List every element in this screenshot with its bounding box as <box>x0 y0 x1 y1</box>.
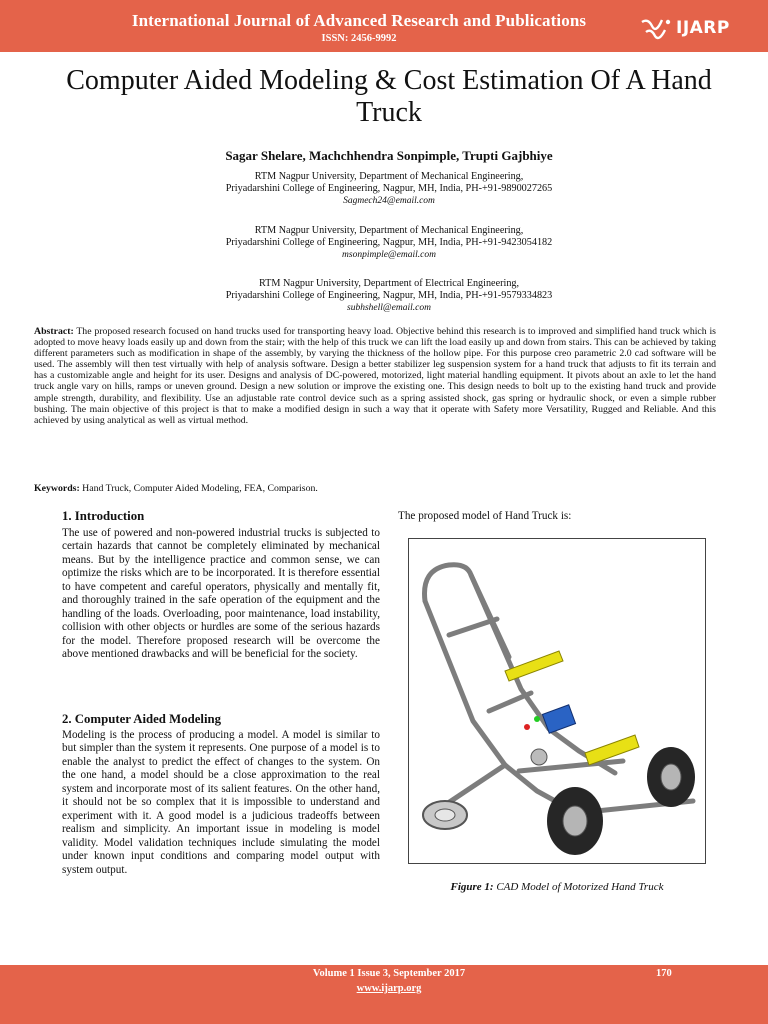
crossbar-mid <box>489 693 531 711</box>
affiliation-1 <box>0 171 768 207</box>
figure-intro-text: The proposed model of Hand Truck is: <box>398 510 572 522</box>
journal-name: International Journal of Advanced Research and Publications <box>131 11 587 30</box>
stabilizer-leg <box>445 765 505 805</box>
keywords-label: Keywords: <box>34 483 80 494</box>
footer-volume: Volume 1 Issue 3, September 2017 <box>312 968 466 979</box>
author-email[interactable]: msonpimple@email.com <box>342 250 436 260</box>
stabilizer-wheel <box>423 801 467 829</box>
green-knob <box>534 716 540 722</box>
left-wheel <box>547 787 603 855</box>
author-email[interactable]: Sagmech24@email.com <box>343 196 435 206</box>
yellow-bracket-upper <box>505 651 563 681</box>
affiliation-2 <box>0 225 768 261</box>
figure-caption-label: Figure 1: <box>450 881 494 893</box>
section-heading-introduction: 1. Introduction <box>62 509 145 523</box>
motor-housing <box>542 705 575 733</box>
affiliation-3 <box>0 278 768 314</box>
hand-truck-cad-model <box>409 539 707 865</box>
footer-url-link[interactable]: www.ijarp.org <box>356 983 422 994</box>
abstract-text: The proposed research focused on hand trucks used for transporting heavy load. Objective behind this research is to improved and simplified hand truck which is adopted to move heavy loads easily up and down from the stair; with the help of this truck we can lift the load easily up and down from stairs. This can be achieved by taking different parameters such as modification in shape of the assembly, by varying the thickness of the hollow pipe. For this purpose creo parametric 2.0 cad software will be used. The assembly will then test virtually with help of analysis software. Design a better stabilizer leg suspension system for a hand truck that adjusts to fit its terrain and has a customizable angle and height for its user. Designs and analysis of DC-powered, motorized, light material handling equipment. It pivots about an axle to let the hand truck angle vary on hills, ramps or uneven ground. Design a new solution or improve the existing one. This design needs to bolt up to the existing hand truck and provide ample strength, durability, and flexibility. Use an adjustable rate control device such as a spring assisted shock, gas spring or hydraulic shock, or even a simple rubber bushing. The main objective of this project is that to make a modified design in such a way that it operate with Safety more Versatility, Rugged and Reliable. And this achieved by using analytical as well as virtual method. <box>34 326 716 426</box>
abstract-label: Abstract: <box>34 326 74 337</box>
affiliation-line: Priyadarshini College of Engineering, Nagpur, MH, India, PH-+91-9423054182 <box>225 237 553 248</box>
figure-caption <box>408 881 706 893</box>
red-knob <box>524 724 530 730</box>
affiliation-line: RTM Nagpur University, Department of Mechanical Engineering, <box>254 171 524 182</box>
suspension-spring <box>531 749 547 765</box>
issn: ISSN: 2456-9992 <box>321 33 397 44</box>
affiliation-line: Priyadarshini College of Engineering, Nagpur, MH, India, PH-+91-9890027265 <box>225 183 553 194</box>
section-text-introduction: The use of powered and non-powered industrial trucks is subjected to certain hazards that cannot be completely eliminated by mechanical means. But by the intelligence practice and common sense, we can optimize the risks which are to be incorporated. It is therefore essential to have competent and careful operators, physically and mentally fit, and thoroughly trained in the safe operation of the equipment and the handling of the loads. Overloading, poor maintenance, load instability, collision with other objects or hurdles are some of the serious hazards for the model. Therefore proposed research will be overcome the above mentioned drawbacks and will be beneficial for the society. <box>62 527 380 661</box>
paper-title: Computer Aided Modeling & Cost Estimation Of A Hand Truck <box>66 65 712 128</box>
figure-frame <box>408 538 706 864</box>
right-wheel <box>647 747 695 807</box>
crossbar-upper <box>449 619 497 635</box>
logo-text: IJARP <box>676 18 730 38</box>
page-number: 170 <box>656 968 672 979</box>
figure-caption-text: CAD Model of Motorized Hand Truck <box>496 881 664 893</box>
affiliation-line: Priyadarshini College of Engineering, Nagpur, MH, India, PH-+91-9579334823 <box>225 290 553 301</box>
keywords-text: Hand Truck, Computer Aided Modeling, FEA, Comparison. <box>82 483 318 494</box>
affiliation-line: RTM Nagpur University, Department of Mechanical Engineering, <box>254 225 524 236</box>
right-upright <box>471 575 615 773</box>
keywords <box>34 483 716 494</box>
handle-loop <box>425 565 510 657</box>
author-email[interactable]: subhshell@email.com <box>347 303 431 313</box>
authors: Sagar Shelare, Machchhendra Sonpimple, Trupti Gajbhiye <box>225 148 553 163</box>
section-text-computer-aided-modeling: Modeling is the process of producing a model. A model is similar to but simpler than the system it represents. One purpose of a model is to enable the analyst to predict the effect of changes to the system. On the one hand, a model should be a close approximation to the real system and incorporate most of its salient features. On the other hand, it should not be so complex that it is impossible to understand and experiment with it. A good model is a judicious tradeoffs between realism and simplicity. An important issue in modeling is model validity. Model validation techniques include simulating the model under known input conditions and comparing model output with system output. <box>62 729 380 876</box>
section-heading-computer-aided-modeling: 2. Computer Aided Modeling <box>62 712 222 726</box>
abstract <box>34 326 716 426</box>
affiliation-line: RTM Nagpur University, Department of Electrical Engineering, <box>258 278 520 289</box>
